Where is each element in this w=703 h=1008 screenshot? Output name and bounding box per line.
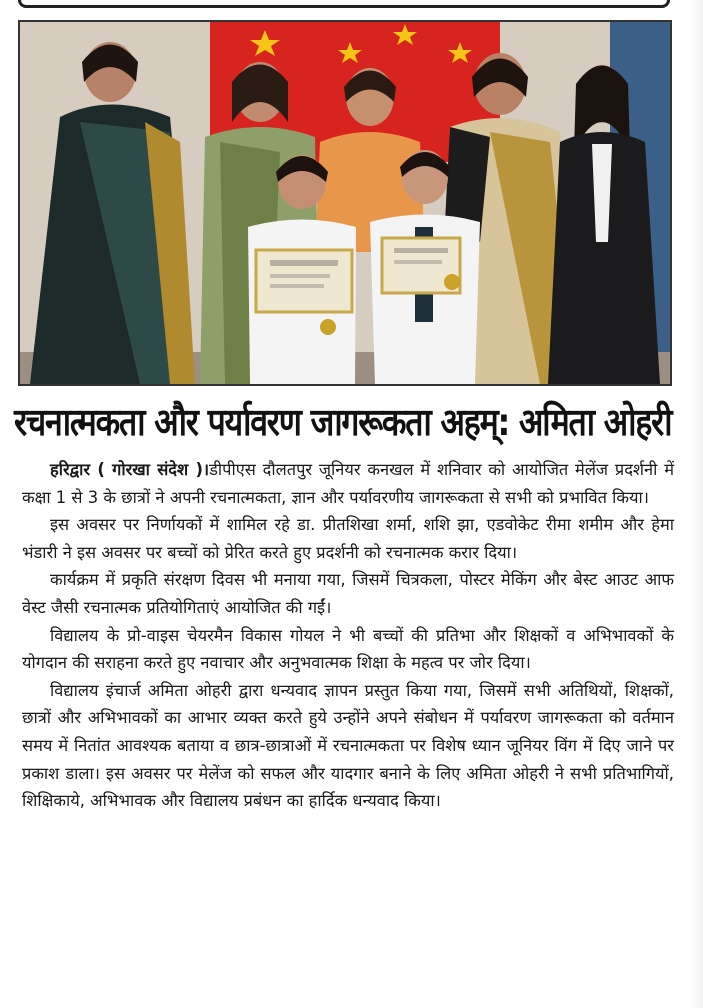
page-edge	[689, 0, 703, 1008]
group-photo	[18, 20, 672, 386]
top-border-rule	[18, 0, 670, 8]
article-body	[22, 456, 674, 815]
dateline: हरिद्वार ( गोरखा संदेश )।	[50, 460, 210, 479]
article-paragraph: कार्यक्रम में प्रकृति संरक्षण दिवस भी मनाया गया, जिसमें चित्रकला, पोस्टर मेकिंग और बेस्ट आउट आफ वेस्ट जैसी रचनात्मक प्रतियोगिताएं आयोजित की गईं।	[22, 570, 674, 617]
article-headline: रचनात्मकता और पर्यावरण जागरूकता अहम्: अमिता ओहरी	[14, 399, 672, 445]
group-photo-icon	[20, 22, 670, 384]
article-paragraph: विद्यालय इंचार्ज अमिता ओहरी द्वारा धन्यवाद ज्ञापन प्रस्तुत किया गया, जिसमें सभी अतिथियों, शिक्षकों, छात्रों और अभिभावकों का आभार व्यक्त करते हुये उन्होंने अपने संबोधन में पर्यावरण जागरूकता को वर्तमान समय में नितांत आवश्यक बताया व छात्र-छात्राओं में रचनात्मकता पर विशेष ध्यान जूनियर विंग में दिए जाने पर प्रकाश डाला। इस अवसर पर मेलेंज को सफल और यादगार बनाने के लिए अमिता ओहरी ने सभी प्रतिभागियों, शिक्षिकाये, अभिभावक और विद्यालय प्रबंधन का हार्दिक धन्यवाद किया।	[22, 680, 674, 811]
paragraph-text: डीपीएस दौलतपुर जूनियर कनखल में शनिवार को आयोजित मेलेंज प्रदर्शनी में कक्षा 1 से 3 के छात्रों ने अपनी रचनात्मकता, ज्ञान और पर्यावरणीय जागरूकता से सभी को प्रभावित किया।	[22, 460, 674, 507]
article-paragraph: इस अवसर पर निर्णायकों में शामिल रहे डा. प्रीतशिखा शर्मा, शशि झा, एडवोकेट रीमा शमीम और हेमा भंडारी ने इस अवसर पर बच्चों को प्रेरित करते हुए प्रदर्शनी को रचनात्मक करार दिया।	[22, 515, 674, 562]
article-paragraph: विद्यालय के प्रो-वाइस चेयरमैन विकास गोयल ने भी बच्चों की प्रतिभा और शिक्षकों व अभिभावकों के योगदान की सराहना करते हुए नवाचार और अनुभवात्मक शिक्षा के महत्व पर जोर दिया।	[22, 625, 674, 673]
article-paragraph	[22, 456, 674, 511]
